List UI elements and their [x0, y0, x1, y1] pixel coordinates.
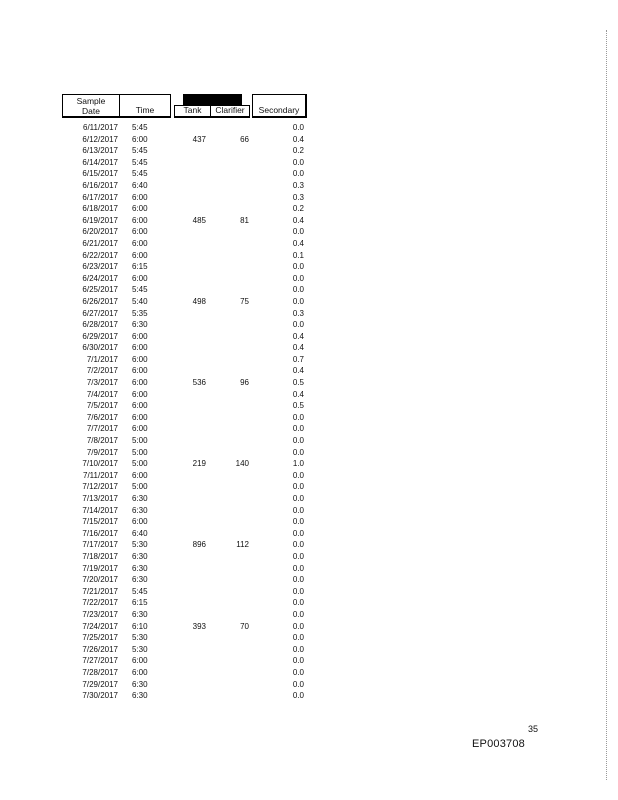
table-row: [62, 574, 307, 586]
cell-secondary: 0.0: [292, 667, 304, 677]
scan-edge-artifact: [606, 30, 611, 780]
cell-time: 5:30: [132, 644, 148, 654]
cell-date: 7/21/2017: [82, 586, 118, 596]
table-row: [62, 122, 307, 134]
table-row: [62, 621, 307, 633]
table-row: [62, 505, 307, 517]
cell-date: 7/16/2017: [82, 528, 118, 538]
cell-secondary: 0.0: [292, 633, 304, 643]
cell-secondary: 0.4: [292, 215, 304, 225]
cell-secondary: 0.4: [292, 238, 304, 248]
cell-date: 7/19/2017: [82, 563, 118, 573]
cell-secondary: 0.1: [292, 250, 304, 260]
table-row: [62, 365, 307, 377]
table-row: [62, 192, 307, 204]
table-row: [62, 203, 307, 215]
cell-time: 6:00: [132, 204, 148, 214]
cell-time: 6:00: [132, 192, 148, 202]
cell-time: 6:30: [132, 609, 148, 619]
cell-secondary: 0.0: [292, 598, 304, 608]
table-body: [62, 122, 307, 702]
cell-time: 6:00: [132, 412, 148, 422]
table-row: [62, 458, 307, 470]
cell-time: 5:45: [132, 169, 148, 179]
table-row: [62, 377, 307, 389]
cell-date: 7/4/2017: [86, 389, 118, 399]
cell-date: 7/28/2017: [82, 667, 118, 677]
cell-clarifier: 81: [240, 215, 249, 225]
table-row: [62, 667, 307, 679]
table-row: [62, 261, 307, 273]
cell-date: 6/25/2017: [82, 285, 118, 295]
table-row: [62, 493, 307, 505]
cell-date: 7/1/2017: [86, 354, 118, 364]
cell-time: 6:00: [132, 366, 148, 376]
cell-time: 6:00: [132, 238, 148, 248]
cell-time: 6:00: [132, 424, 148, 434]
table-row: [62, 412, 307, 424]
cell-tank: 393: [192, 621, 206, 631]
cell-secondary: 0.7: [292, 354, 304, 364]
cell-time: 6:00: [132, 273, 148, 283]
table-row: [62, 528, 307, 540]
cell-secondary: 0.0: [292, 273, 304, 283]
cell-time: 6:00: [132, 389, 148, 399]
cell-time: 6:00: [132, 134, 148, 144]
table-row: [62, 284, 307, 296]
cell-date: 7/26/2017: [82, 644, 118, 654]
cell-date: 6/28/2017: [82, 320, 118, 330]
cell-tank: 536: [192, 378, 206, 388]
cell-date: 6/13/2017: [82, 146, 118, 156]
cell-date: 7/22/2017: [82, 598, 118, 608]
bates-number: EP003708: [472, 738, 525, 750]
cell-time: 6:30: [132, 505, 148, 515]
cell-time: 5:45: [132, 123, 148, 132]
cell-time: 6:30: [132, 575, 148, 585]
cell-secondary: 0.0: [292, 644, 304, 654]
cell-date: 7/29/2017: [82, 679, 118, 689]
cell-clarifier: 96: [240, 378, 249, 388]
cell-date: 7/8/2017: [86, 436, 118, 446]
cell-secondary: 0.0: [292, 285, 304, 295]
table-row: [62, 226, 307, 238]
cell-secondary: 0.0: [292, 123, 304, 132]
cell-time: 6:00: [132, 343, 148, 353]
table-row: [62, 342, 307, 354]
cell-date: 7/2/2017: [86, 366, 118, 376]
cell-secondary: 0.0: [292, 169, 304, 179]
cell-secondary: 0.4: [292, 389, 304, 399]
cell-secondary: 0.0: [292, 586, 304, 596]
cell-time: 5:00: [132, 482, 148, 492]
cell-clarifier: 140: [235, 459, 249, 469]
cell-date: 6/12/2017: [82, 134, 118, 144]
cell-clarifier: 112: [236, 540, 249, 550]
cell-date: 7/13/2017: [82, 494, 118, 503]
cell-tank: 219: [192, 459, 206, 469]
table-row: [62, 319, 307, 331]
cell-date: 7/14/2017: [82, 505, 118, 515]
table-row: [62, 586, 307, 598]
table-row: [62, 134, 307, 146]
cell-secondary: 0.4: [292, 343, 304, 353]
cell-secondary: 0.5: [292, 401, 304, 411]
cell-date: 6/27/2017: [82, 308, 118, 318]
cell-date: 6/15/2017: [82, 169, 118, 179]
cell-time: 5:00: [132, 459, 148, 469]
cell-secondary: 0.0: [292, 447, 304, 457]
cell-secondary: 0.0: [292, 470, 304, 480]
cell-secondary: 0.5: [292, 378, 304, 388]
cell-secondary: 0.0: [292, 621, 304, 631]
cell-date: 7/10/2017: [82, 459, 118, 469]
cell-date: 7/25/2017: [82, 633, 118, 643]
table-row: [62, 389, 307, 401]
table-row: [62, 551, 307, 563]
cell-date: 6/14/2017: [82, 157, 118, 167]
cell-date: 7/24/2017: [82, 621, 118, 631]
cell-time: 6:30: [132, 320, 148, 330]
header-clarifier: Clarifier: [210, 105, 250, 118]
cell-time: 6:15: [132, 262, 148, 272]
table-row: [62, 423, 307, 435]
table-row: [62, 215, 307, 227]
header-sample-date: Sample Date: [62, 94, 120, 118]
cell-secondary: 0.0: [292, 656, 304, 666]
cell-date: 7/18/2017: [82, 551, 118, 561]
table-row: [62, 655, 307, 667]
cell-secondary: 0.2: [292, 146, 304, 156]
cell-secondary: 0.4: [292, 331, 304, 341]
cell-secondary: 0.0: [292, 494, 304, 503]
table-row: [62, 308, 307, 320]
cell-secondary: 0.0: [292, 505, 304, 515]
cell-time: 6:30: [132, 691, 148, 701]
cell-date: 7/7/2017: [86, 424, 118, 434]
cell-date: 7/11/2017: [83, 470, 118, 480]
cell-time: 5:45: [132, 157, 148, 167]
cell-time: 6:00: [132, 250, 148, 260]
table-row: [62, 400, 307, 412]
cell-time: 5:35: [132, 308, 148, 318]
table-row: [62, 470, 307, 482]
cell-date: 6/18/2017: [82, 204, 118, 214]
cell-date: 6/29/2017: [82, 331, 118, 341]
cell-secondary: 1.0: [292, 459, 304, 469]
cell-secondary: 0.2: [292, 204, 304, 214]
cell-date: 6/24/2017: [82, 273, 118, 283]
table-row: [62, 447, 307, 459]
table-row: [62, 238, 307, 250]
table-row: [62, 180, 307, 192]
table-row: [62, 690, 307, 702]
cell-time: 5:30: [132, 540, 148, 550]
table-row: [62, 273, 307, 285]
cell-tank: 896: [192, 540, 206, 550]
cell-secondary: 0.0: [292, 482, 304, 492]
cell-secondary: 0.0: [292, 540, 304, 550]
cell-time: 6:00: [132, 378, 148, 388]
cell-secondary: 0.0: [292, 262, 304, 272]
table-row: [62, 481, 307, 493]
cell-time: 6:00: [132, 215, 148, 225]
cell-secondary: 0.0: [292, 517, 304, 527]
cell-secondary: 0.0: [292, 551, 304, 561]
cell-date: 7/6/2017: [86, 412, 118, 422]
cell-time: 6:00: [132, 227, 148, 237]
table-header: [62, 94, 307, 118]
cell-time: 6:00: [132, 401, 148, 411]
table-row: [62, 597, 307, 609]
cell-date: 6/11/2017: [83, 123, 118, 132]
cell-clarifier: 66: [240, 134, 249, 144]
cell-date: 6/19/2017: [82, 215, 118, 225]
cell-secondary: 0.0: [292, 227, 304, 237]
cell-date: 7/3/2017: [86, 378, 118, 388]
cell-time: 6:30: [132, 563, 148, 573]
cell-secondary: 0.4: [292, 134, 304, 144]
cell-secondary: 0.0: [292, 609, 304, 619]
cell-time: 6:00: [132, 354, 148, 364]
table-row: [62, 632, 307, 644]
cell-secondary: 0.0: [292, 157, 304, 167]
table-row: [62, 296, 307, 308]
cell-date: 7/30/2017: [82, 691, 118, 701]
cell-date: 6/26/2017: [82, 296, 118, 306]
table-row: [62, 539, 307, 551]
header-secondary: Secondary: [252, 94, 307, 118]
cell-secondary: 0.0: [292, 679, 304, 689]
cell-secondary: 0.0: [292, 528, 304, 538]
cell-date: 7/17/2017: [82, 540, 118, 550]
cell-date: 6/30/2017: [82, 343, 118, 353]
cell-secondary: 0.0: [292, 563, 304, 573]
table-row: [62, 516, 307, 528]
cell-time: 5:45: [132, 285, 148, 295]
cell-time: 6:10: [132, 621, 148, 631]
table-row: [62, 679, 307, 691]
cell-date: 7/20/2017: [82, 575, 118, 585]
header-time: Time: [119, 94, 171, 118]
cell-date: 7/23/2017: [82, 609, 118, 619]
cell-time: 5:30: [132, 633, 148, 643]
cell-time: 6:00: [132, 667, 148, 677]
cell-date: 7/27/2017: [82, 656, 118, 666]
table-row: [62, 435, 307, 447]
cell-date: 6/21/2017: [82, 238, 118, 248]
cell-date: 7/5/2017: [86, 401, 118, 411]
cell-clarifier: 75: [240, 296, 249, 306]
cell-time: 6:15: [132, 598, 148, 608]
page-number: 35: [528, 724, 539, 734]
table-row: [62, 609, 307, 621]
header-tank: Tank: [174, 105, 211, 118]
cell-time: 5:45: [132, 586, 148, 596]
cell-date: 6/23/2017: [82, 262, 118, 272]
cell-time: 6:30: [132, 551, 148, 561]
cell-date: 7/15/2017: [82, 517, 118, 527]
cell-tank: 485: [192, 215, 206, 225]
cell-time: 5:45: [132, 146, 148, 156]
cell-time: 6:30: [132, 679, 148, 689]
cell-time: 5:40: [132, 296, 148, 306]
cell-date: 7/9/2017: [86, 447, 118, 457]
cell-time: 6:00: [132, 656, 148, 666]
cell-secondary: 0.0: [292, 296, 304, 306]
cell-secondary: 0.3: [292, 180, 304, 190]
cell-date: 6/22/2017: [82, 250, 118, 260]
table-row: [62, 354, 307, 366]
cell-tank: 498: [192, 296, 206, 306]
table-row: [62, 157, 307, 169]
cell-secondary: 0.0: [292, 691, 304, 701]
cell-time: 6:00: [132, 470, 148, 480]
table-row: [62, 644, 307, 656]
cell-date: 6/20/2017: [82, 227, 118, 237]
cell-secondary: 0.3: [292, 192, 304, 202]
table-row: [62, 250, 307, 262]
cell-time: 6:00: [132, 517, 148, 527]
cell-secondary: 0.0: [292, 412, 304, 422]
table-row: [62, 331, 307, 343]
cell-secondary: 0.0: [292, 320, 304, 330]
table-row: [62, 168, 307, 180]
cell-secondary: 0.4: [292, 366, 304, 376]
cell-secondary: 0.0: [292, 575, 304, 585]
cell-time: 5:00: [132, 447, 148, 457]
cell-secondary: 0.0: [292, 436, 304, 446]
cell-time: 6:00: [132, 331, 148, 341]
cell-time: 6:40: [132, 528, 148, 538]
cell-secondary: 0.3: [292, 308, 304, 318]
cell-date: 6/16/2017: [82, 180, 118, 190]
cell-tank: 437: [192, 134, 206, 144]
cell-time: 5:00: [132, 436, 148, 446]
table-row: [62, 145, 307, 157]
cell-clarifier: 70: [240, 621, 249, 631]
cell-date: 7/12/2017: [82, 482, 118, 492]
cell-date: 6/17/2017: [82, 192, 118, 202]
table-row: [62, 563, 307, 575]
cell-secondary: 0.0: [292, 424, 304, 434]
cell-time: 6:40: [132, 180, 148, 190]
cell-time: 6:30: [132, 494, 148, 503]
